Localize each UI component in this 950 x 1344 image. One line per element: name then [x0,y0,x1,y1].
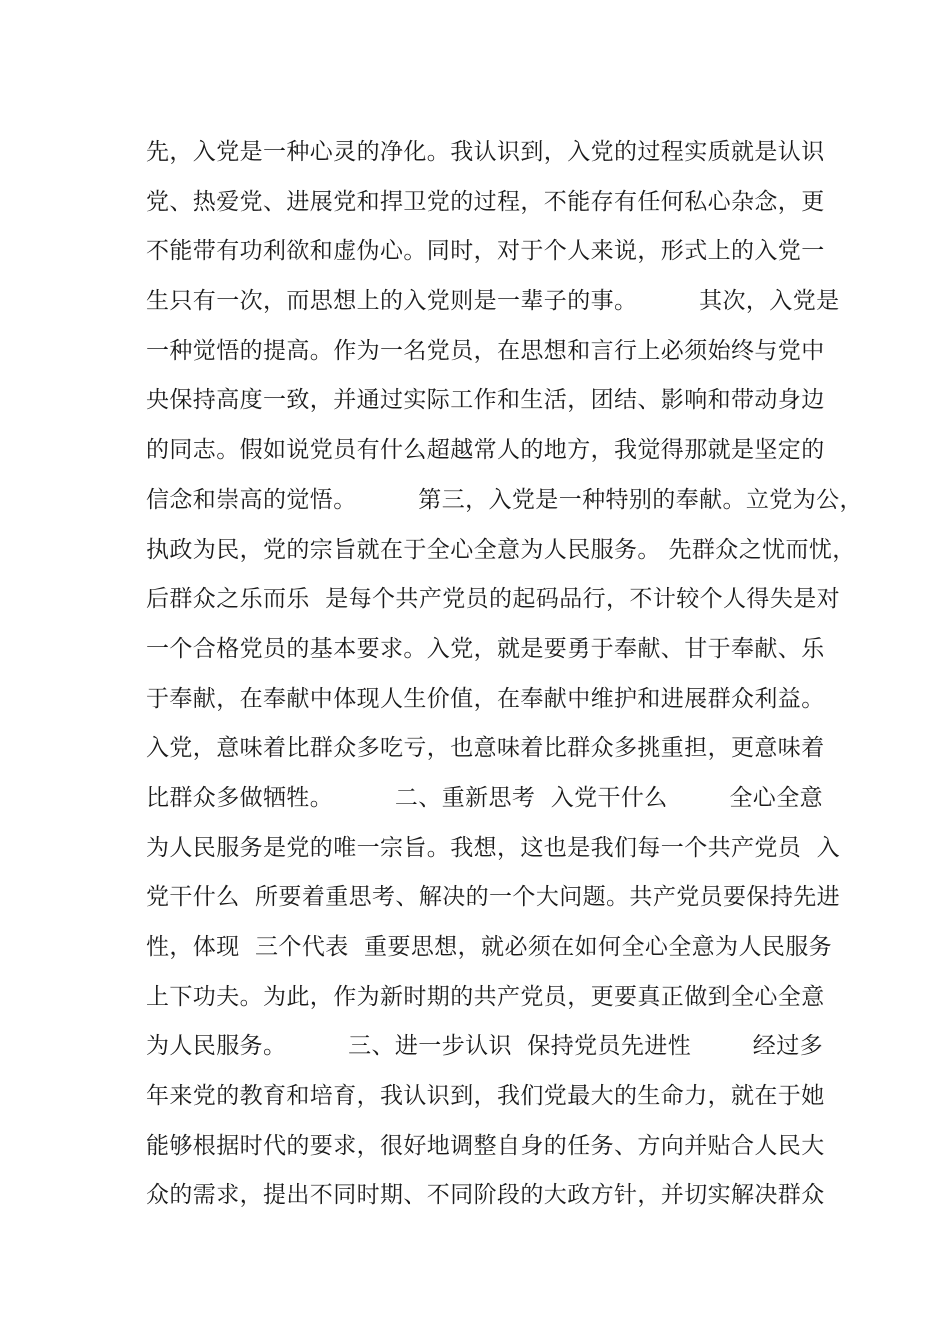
text-line: 能够根据时代的要求，很好地调整自身的任务、方向并贴合人民大 [146,1132,825,1159]
text-line: 上下功夫。为此，作为新时期的共产党员，更要真正做到全心全意 [146,983,825,1010]
text-line: 党、热爱党、进展党和捍卫党的过程，不能存有任何私心杂念，更 [146,188,825,215]
text-line: 年来党的教育和培育，我认识到，我们党最大的生命力，就在于她 [146,1083,825,1110]
text-line: 信念和崇高的觉悟。 第三，入党是一种特别的奉献。立党为公， [146,486,863,513]
text-line: 入党，意味着比群众多吃亏，也意味着比群众多挑重担，更意味着 [146,735,825,762]
text-line: 于奉献，在奉献中体现人生价值，在奉献中维护和进展群众利益。 [146,685,825,712]
text-line: 不能带有功利欲和虚伪心。同时，对于个人来说，形式上的入党一 [146,238,825,265]
body-text [146,128,863,1221]
text-line: 为人民服务是党的唯一宗旨。我想，这也是我们每一个共产党员 入 [146,834,841,861]
text-line: 生只有一次，而思想上的入党则是一辈子的事。 其次，入党是 [146,288,840,315]
text-line: 央保持高度一致，并通过实际工作和生活，团结、影响和带动身边 [146,387,825,414]
text-line: 为人民服务。 三、进一步认识 保持党员先进性 经过多 [146,1033,823,1060]
text-line: 比群众多做牺牲。 二、重新思考 入党干什么 全心全意 [146,784,823,811]
text-line: 众的需求，提出不同时期、不同阶段的大政方针，并切实解决群众 [146,1182,825,1209]
text-line: 的同志。假如说党员有什么超越常人的地方，我觉得那就是坚定的 [146,437,825,464]
text-line: 执政为民，党的宗旨就在于全心全意为人民服务。 先群众之忧而忧， [146,536,856,563]
text-line: 一个合格党员的基本要求。入党，就是要勇于奉献、甘于奉献、乐 [146,635,825,662]
text-line: 党干什么 所要着重思考、解决的一个大问题。共产党员要保持先进 [146,884,841,911]
text-line: 一种觉悟的提高。作为一名党员，在思想和言行上必须始终与党中 [146,337,825,364]
text-line: 性，体现 三个代表 重要思想，就必须在如何全心全意为人民服务 [146,934,833,960]
text-line: 后群众之乐而乐 是每个共产党员的起码品行，不计较个人得失是对 [146,586,841,613]
text-line: 先，入党是一种心灵的净化。我认识到，入党的过程实质就是认识 [146,139,825,165]
